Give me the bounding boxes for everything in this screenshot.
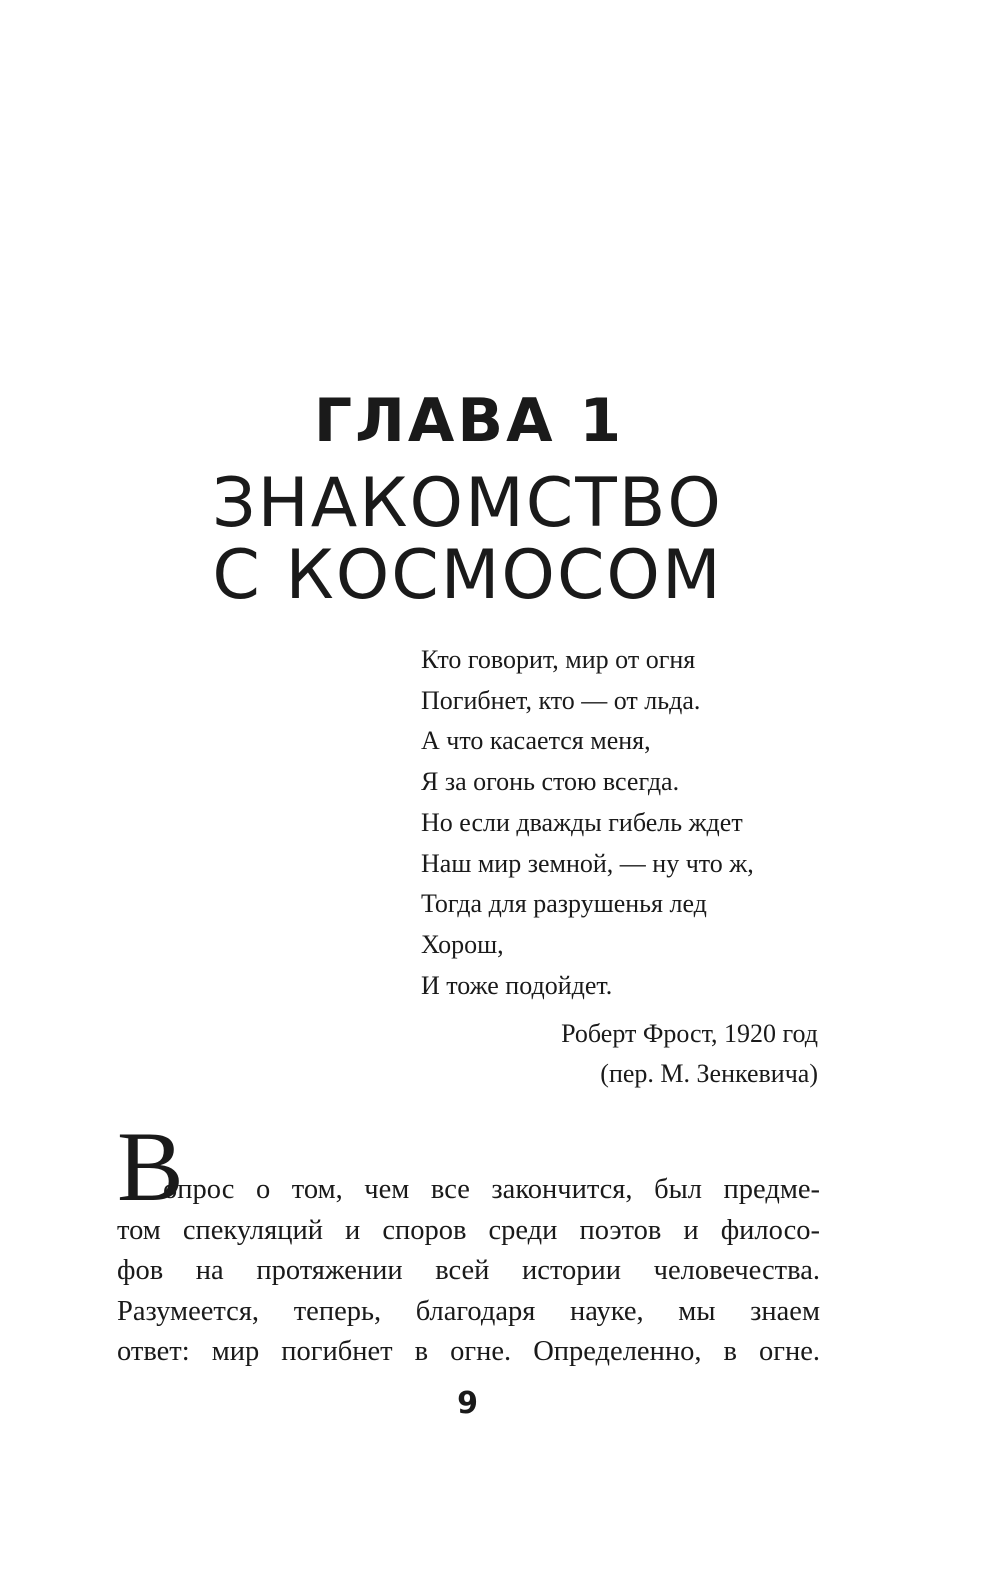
epigraph-translator: (пер. М. Зенкевича) xyxy=(600,1059,818,1088)
drop-cap: В xyxy=(117,1111,184,1222)
chapter-label: ГЛАВА 1 xyxy=(313,386,625,456)
page-number: 9 xyxy=(457,1386,478,1421)
chapter-title-line: ЗНАКОМСТВО xyxy=(212,464,723,543)
chapter-title-line: С КОСМОСОМ xyxy=(212,536,723,615)
epigraph-poem xyxy=(421,640,821,1006)
chapter-title xyxy=(0,464,935,615)
poem-line: И тоже подойдет. xyxy=(421,970,613,1000)
body-paragraph xyxy=(117,1170,820,1373)
poem-line: А что касается меня, xyxy=(421,726,651,756)
epigraph-attribution xyxy=(561,1014,818,1094)
poem-line: Но если дважды гибель ждет xyxy=(421,807,743,837)
poem-line: Наш мир земной, — ну что ж, xyxy=(421,848,754,878)
poem-line: Хорош, xyxy=(421,929,504,959)
body-line: ответ: мир погибнет в огне. Определенно, в огне. xyxy=(117,1336,820,1367)
poem-line: Тогда для разрушенья лед xyxy=(421,889,707,919)
epigraph-author: Роберт Фрост, 1920 год xyxy=(561,1019,818,1048)
body-line: том спекуляций и споров среди поэтов и филосо- xyxy=(117,1214,820,1246)
body-line: фов на протяжении всей истории человечества. xyxy=(117,1255,820,1286)
poem-line: Погибнет, кто — от льда. xyxy=(421,685,701,715)
poem-line: Я за огонь стою всегда. xyxy=(421,767,680,797)
body-line: опрос о том, чем все закончится, был предме- xyxy=(163,1174,820,1205)
poem-line: Кто говорит, мир от огня xyxy=(421,645,696,674)
body-line: Разумеется, теперь, благодаря науке, мы знаем xyxy=(117,1295,820,1327)
